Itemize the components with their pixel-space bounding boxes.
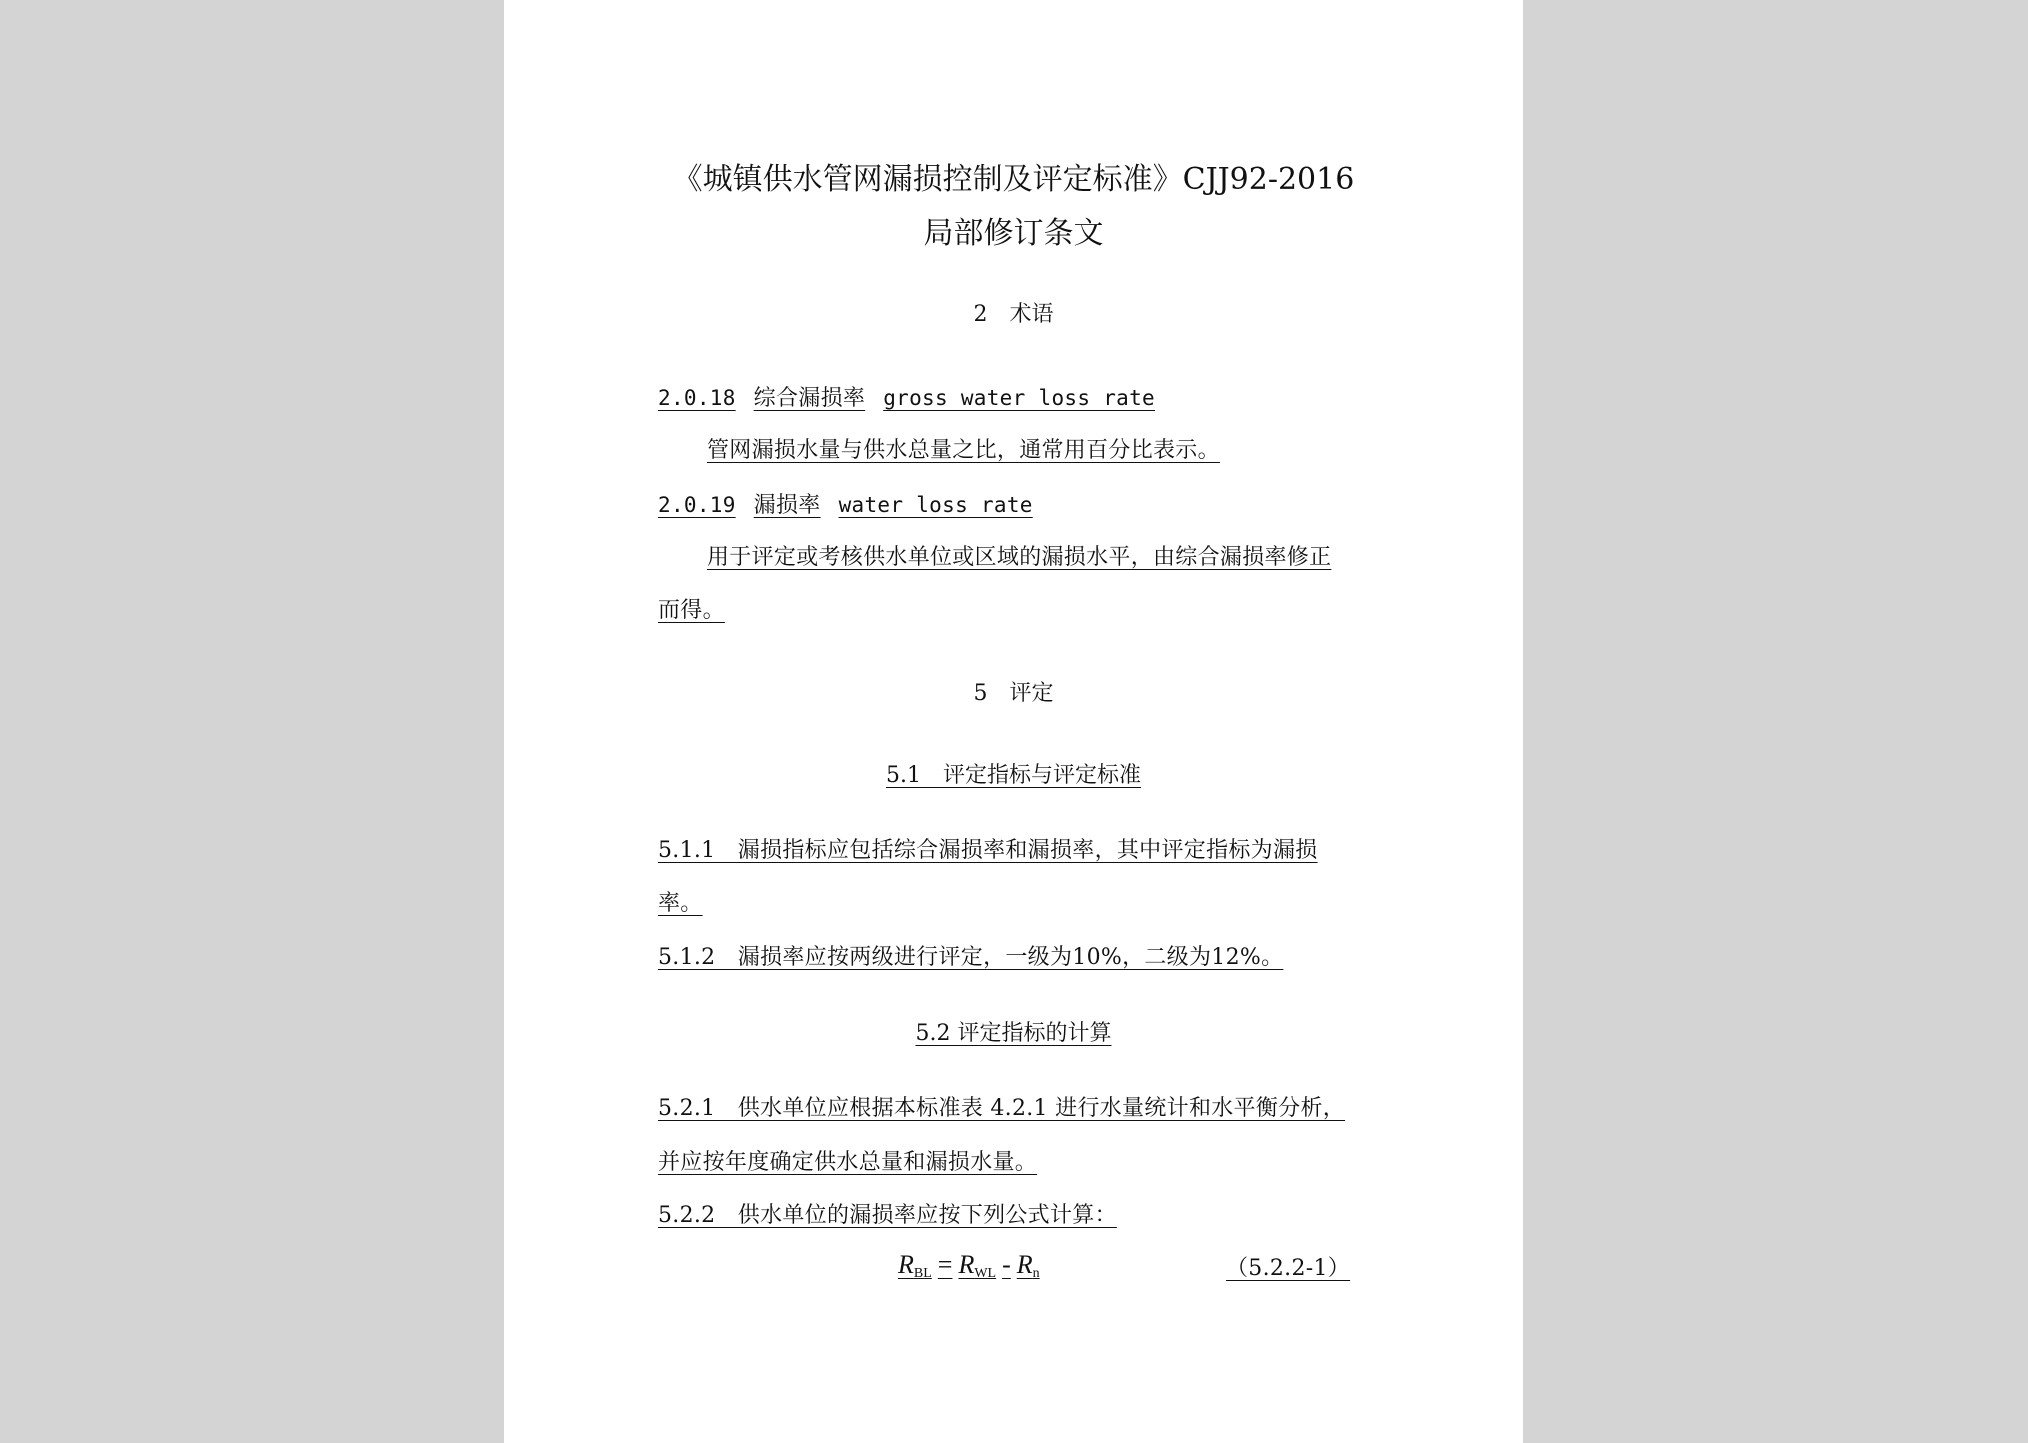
document-title: 《城镇供水管网漏损控制及评定标准》CJJ92-2016 xyxy=(672,162,1355,197)
section-5-heading: 5 评定 xyxy=(973,681,1054,706)
clause-2-0-19 xyxy=(658,490,1033,521)
clause-number: 2.0.19 xyxy=(658,493,736,517)
section-2-heading: 2 术语 xyxy=(973,302,1054,327)
section-5-2-heading xyxy=(504,1019,1523,1049)
clause-5-1-2: 5.1.2 漏损率应按两级进行评定，一级为10%，二级为12%。 xyxy=(658,945,1284,970)
document-page xyxy=(504,0,1523,1443)
term-english: gross water loss rate xyxy=(883,386,1155,410)
clause-5-1-1-line1: 5.1.1 漏损指标应包括综合漏损率和漏损率，其中评定指标为漏损 xyxy=(658,838,1318,863)
formula-term1-subscript: WL xyxy=(974,1266,997,1281)
term-english: water loss rate xyxy=(838,493,1033,517)
section-5-1-heading xyxy=(504,761,1523,791)
formula-term2: R xyxy=(1016,1250,1033,1279)
formula-term2-subscript: n xyxy=(1032,1266,1040,1281)
definition-2-0-19-line2: 而得。 xyxy=(658,598,725,623)
formula-term1: R xyxy=(958,1250,975,1279)
term-chinese: 漏损率 xyxy=(753,493,821,518)
clause-5-2-1-line2: 并应按年度确定供水总量和漏损水量。 xyxy=(658,1150,1038,1175)
formula-number: （5.2.2-1） xyxy=(1226,1256,1351,1281)
definition-2-0-19-line1: 用于评定或考核供水单位或区域的漏损水平，由综合漏损率修正 xyxy=(707,545,1332,570)
clause-2-0-18 xyxy=(658,383,1155,414)
clause-5-2-2: 5.2.2 供水单位的漏损率应按下列公式计算： xyxy=(658,1203,1117,1228)
clause-5-2-1-line1: 5.2.1 供水单位应根据本标准表 4.2.1 进行水量统计和水平衡分析， xyxy=(658,1096,1346,1121)
formula-5-2-2-1 xyxy=(898,1250,1040,1282)
formula-equals: = xyxy=(937,1250,953,1279)
formula-lhs-subscript: BL xyxy=(913,1266,932,1281)
formula-lhs: R xyxy=(898,1250,914,1279)
term-chinese: 综合漏损率 xyxy=(753,386,866,411)
formula-minus: - xyxy=(1002,1250,1011,1279)
document-subtitle: 局部修订条文 xyxy=(923,216,1104,251)
clause-5-1-1-line2: 率。 xyxy=(658,891,703,916)
section-5-2-heading-text: 5.2 评定指标的计算 xyxy=(915,1021,1112,1046)
section-5-1-heading-text: 5.1 评定指标与评定标准 xyxy=(886,763,1141,788)
definition-2-0-18: 管网漏损水量与供水总量之比，通常用百分比表示。 xyxy=(707,438,1220,463)
clause-number: 2.0.18 xyxy=(658,386,736,410)
